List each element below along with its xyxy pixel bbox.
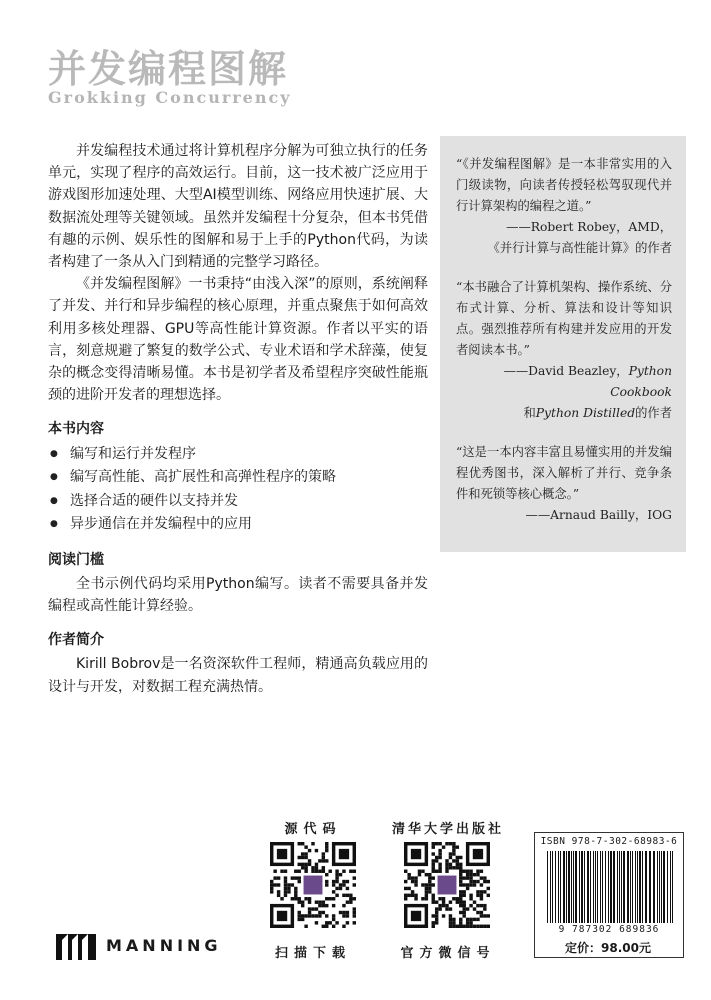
main-column bbox=[48, 140, 428, 698]
publisher-logo bbox=[56, 930, 222, 960]
book-title-cn: 并发编程图解 bbox=[48, 47, 289, 91]
contents-heading: 本书内容 bbox=[48, 421, 104, 438]
quote-text: “《并发编程图解》是一本非常实用的入门级读物，向读者传授轻松驾驭现代并行计算架构的编程之道。” bbox=[456, 157, 672, 213]
qr-code-icon bbox=[404, 842, 490, 928]
threshold-heading: 阅读门槛 bbox=[48, 551, 104, 568]
contents-item: ● 异步通信在并发编程中的应用 bbox=[48, 513, 428, 537]
barcode-icon bbox=[543, 851, 677, 923]
qr-code-icon bbox=[270, 842, 356, 928]
barcode-digits: 9 787302 689836 bbox=[558, 924, 660, 935]
qr-right-top-label: 清华大学出版社 bbox=[391, 822, 504, 837]
quote-text: “这是一本内容丰富且易懂实用的并发编程优秀图书，深入解析了并行、竞争条件和死锁等核心概念。” bbox=[456, 445, 672, 501]
qr-left-top-label: 源代码 bbox=[284, 822, 342, 837]
manning-logo-icon bbox=[56, 930, 96, 960]
isbn-barcode-box bbox=[534, 832, 684, 958]
intro-paragraph-1: 并发编程技术通过将计算机程序分解为可独立执行的任务单元，实现了程序的高效运行。目前，这一技术被广泛应用于游戏图形加速处理、大型AI模型训练、网络应用快速扩展、大数据流处理等关键领域。虽然并发编程十分复杂，但本书凭借有趣的示例、娱乐性的图解和易于上手的Python代码，为读者构建了一条从入门到精通的完整学习路径。 bbox=[48, 143, 428, 271]
author-text: Kirill Bobrov是一名资深软件工程师，精通高负载应用的设计与开发，对数据工程充满热情。 bbox=[48, 656, 428, 695]
qr-right-bottom-label: 官方微信号 bbox=[400, 946, 496, 961]
publisher-name: MANNING bbox=[106, 935, 222, 955]
qr-left-bottom-label: 扫描下载 bbox=[274, 946, 351, 961]
book-title-en: Grokking Concurrency bbox=[48, 88, 292, 107]
quote-attribution: ——Robert Robey，AMD， bbox=[506, 220, 672, 234]
price: 定价：98.00元 bbox=[565, 941, 651, 955]
author-heading: 作者简介 bbox=[48, 632, 104, 649]
quote-attribution: ——David Beazley，Python Cookbook bbox=[503, 364, 672, 399]
contents-item: ● 编写和运行并发程序 bbox=[48, 443, 428, 467]
intro-paragraph-2: 《并发编程图解》一书秉持“由浅入深”的原则，系统阐释了并发、并行和异步编程的核心原理，并重点聚焦于如何高效利用多核处理器、GPU等高性能计算资源。作者以平实的语言，刻意规避了繁复的数学公式、专业术语和学术辞藻，使复杂的概念变得清晰易懂。本书是初学者及希望程序突破性能瓶颈的进阶开发者的理想选择。 bbox=[48, 276, 428, 404]
quote-panel bbox=[440, 136, 686, 552]
quote-text: “本书融合了计算机架构、操作系统、分布式计算、分析、算法和设计等知识点。强烈推荐所有构建并发应用的开发者阅读本书。” bbox=[456, 280, 672, 357]
isbn-text: ISBN 978-7-302-68983-6 bbox=[540, 836, 678, 847]
quote-attribution: 和Python Distilled的作者 bbox=[523, 406, 672, 420]
threshold-text: 全书示例代码均采用Python编写。读者不需要具备并发编程或高性能计算经验。 bbox=[48, 575, 428, 615]
quote-attribution: ——Arnaud Bailly，IOG bbox=[525, 508, 672, 522]
quote-attribution: 《并行计算与高性能计算》的作者 bbox=[487, 241, 672, 255]
contents-item: ● 编写高性能、高扩展性和高弹性程序的策略 bbox=[48, 466, 428, 490]
contents-list bbox=[48, 443, 428, 537]
contents-item: ● 选择合适的硬件以支持并发 bbox=[48, 490, 428, 514]
